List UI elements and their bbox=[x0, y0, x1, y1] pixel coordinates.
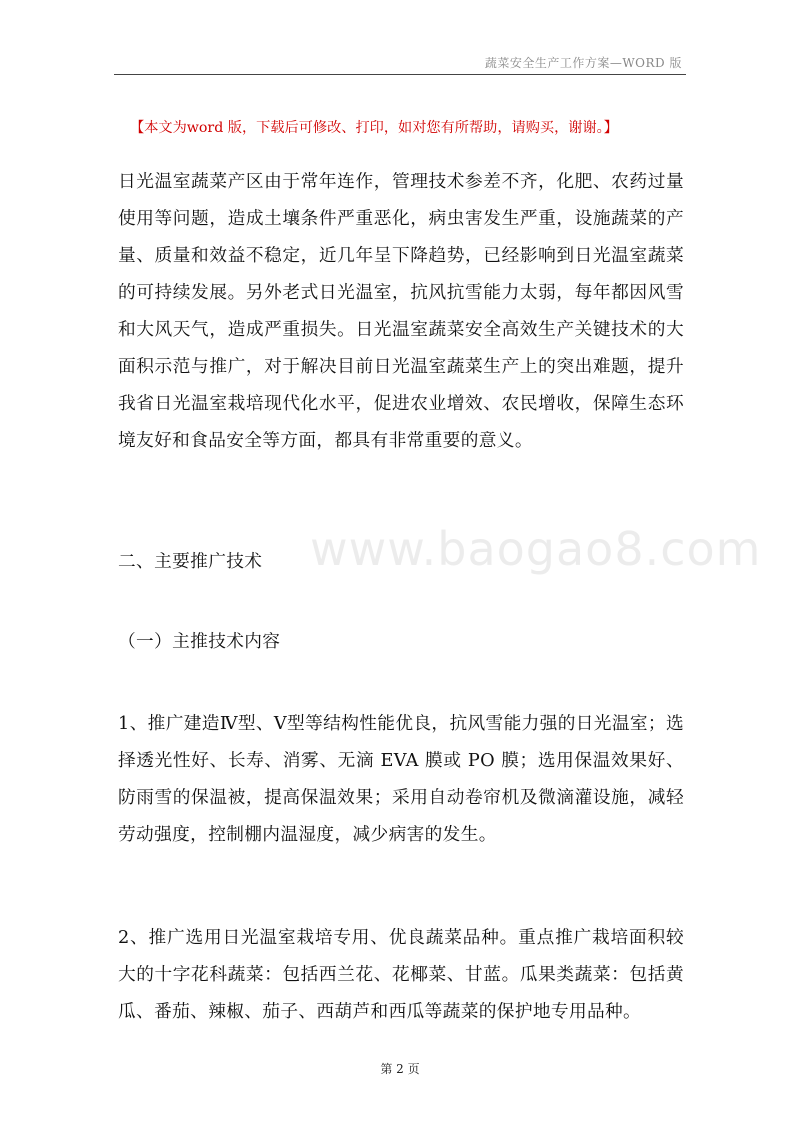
download-notice: 【本文为word 版，下载后可修改、打印，如对您有所帮助，请购买，谢谢。】 bbox=[130, 120, 618, 136]
watermark: www.baogao8.com bbox=[310, 522, 762, 576]
subsection-heading: （一）主推技术内容 bbox=[118, 632, 281, 652]
document-header-title: 蔬菜安全生产工作方案—WORD 版 bbox=[484, 56, 682, 70]
page-number: 第 2 页 bbox=[380, 1062, 420, 1076]
intro-paragraph: 日光温室蔬菜产区由于常年连作，管理技术参差不齐，化肥、农药过量使用等问题，造成土壤条件严重恶化，病虫害发生严重，设施蔬菜的产量、质量和效益不稳定，近几年呈下降趋势，已经影响到日光温室蔬菜的可持续发展。另外老式日光温室，抗风抗雪能力太弱，每年都因风雪和大风天气，造成严重损失。日光温室蔬菜安全高效生产关键技术的大面积示范与推广，对于解决目前日光温室蔬菜生产上的突出难题，提升我省日光温室栽培现代化水平，促进农业增效、农民增收，保障生态环境友好和食品安全等方面，都具有非常重要的意义。 bbox=[118, 172, 684, 451]
section-heading: 二、主要推广技术 bbox=[118, 552, 263, 572]
list-item-2: 2、推广选用日光温室栽培专用、优良蔬菜品种。重点推广栽培面积较大的十字花科蔬菜：包括西兰花、花椰菜、甘蓝。瓜果类蔬菜：包括黄瓜、番茄、辣椒、茄子、西葫芦和西瓜等蔬菜的保护地专用品种。 bbox=[118, 928, 684, 1022]
list-item-1: 1、推广建造Ⅳ型、Ⅴ型等结构性能优良，抗风雪能力强的日光温室；选择透光性好、长寿、消雾、无滴 EVA 膜或 PO 膜；选用保温效果好、防雨雪的保温被，提高保温效果；采用自动卷帘机及微滴灌设施，减轻劳动强度，控制棚内温湿度，减少病害的发生。 bbox=[118, 714, 684, 845]
header-divider bbox=[114, 74, 686, 75]
